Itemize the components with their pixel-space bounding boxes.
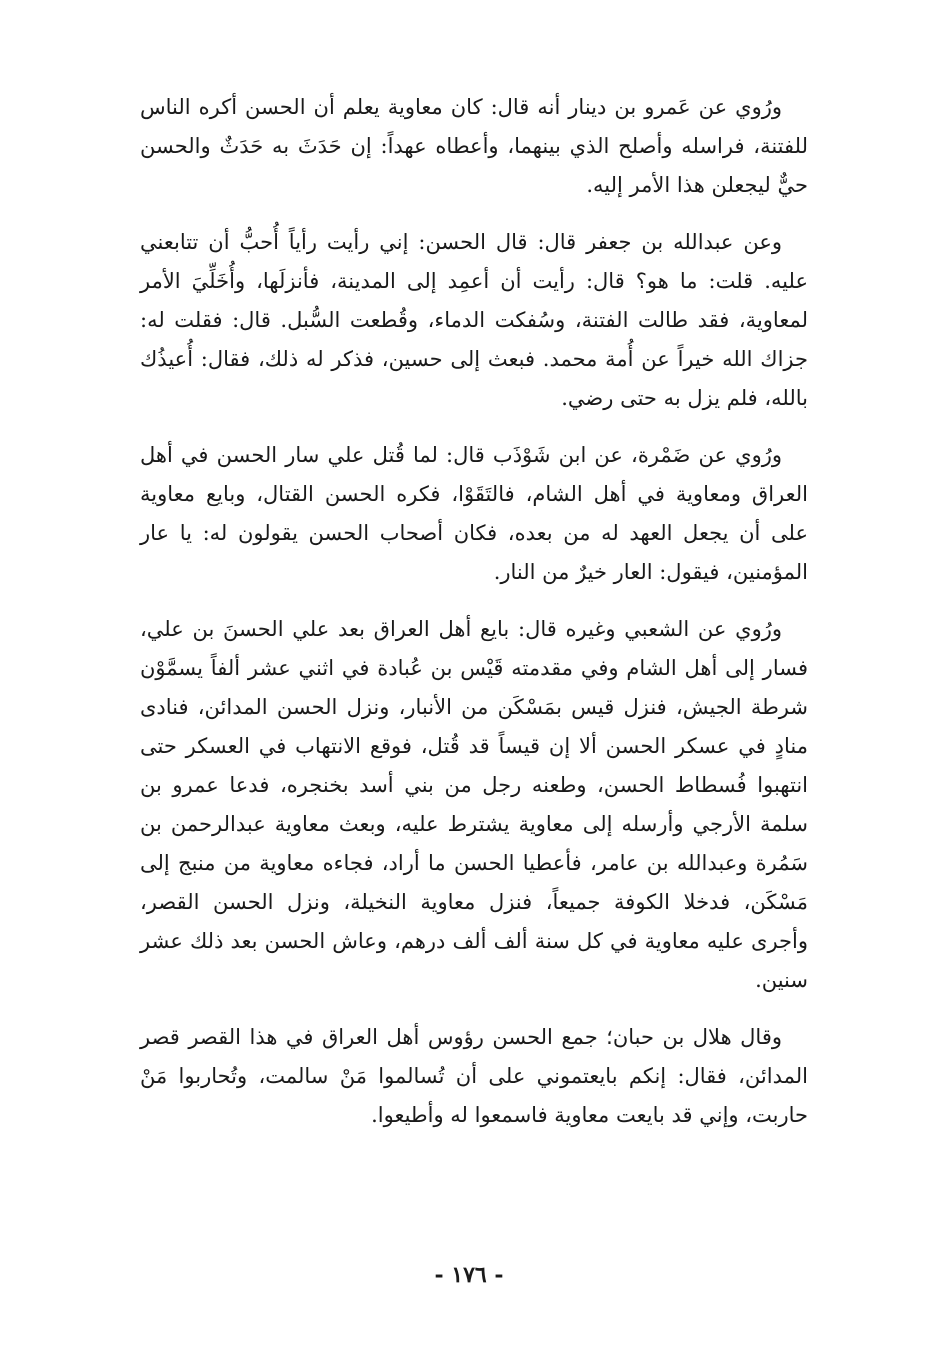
- paragraph-amr-ibn-dinar: ورُوي عن عَمرو بن دينار أنه قال: كان معاوية يعلم أن الحسن أكره الناس للفتنة، فراسله وأصلح الذي بينهما، وأعطاه عهداً: إن حَدَثَ به حَدَثٌ والحسن حيٌّ ليجعلن هذا الأمر إليه.: [140, 95, 808, 197]
- paragraph-hilal-ibn-hibban: وقال هلال بن حبان؛ جمع الحسن رؤوس أهل العراق في هذا القصر قصر المدائن، فقال: إنكم بايعتموني على أن تُسالموا مَنْ سالمت، وتُحاربوا مَنْ حاربت، وإني قد بايعت معاوية فاسمعوا له وأطيعوا.: [140, 1025, 808, 1127]
- paragraph-abdullah-ibn-jafar: وعن عبدالله بن جعفر قال: قال الحسن: إني رأيت رأياً أُحبُّ أن تتابعني عليه. قلت: ما هو؟ قال: رأيت أن أعمِد إلى المدينة، فأنزلَها، وأُخَلِّيَ الأمر لمعاوية، فقد طالت الفتنة، وسُفكت الدماء، وقُطعت السُّبل. قال: فقلت له: جزاك الله خيراً عن أُمة محمد. فبعث إلى حسين، فذكر له ذلك، فقال: أُعيذُك بالله، فلم يزل به حتى رضي.: [140, 230, 808, 410]
- page-number: - ١٧٦ -: [434, 1262, 504, 1288]
- page-body: [140, 88, 808, 1153]
- paragraph-damra-ibn-shawdhab: ورُوي عن ضَمْرة، عن ابن شَوْذَب قال: لما قُتل علي سار الحسن في أهل العراق ومعاوية في أهل الشام، فالتَقَوْا، فكره الحسن القتال، وبايع معاوية على أن يجعل العهد له من بعده، فكان أصحاب الحسن يقولون له: يا عار المؤمنين، فيقول: العار خيرٌ من النار.: [140, 443, 808, 584]
- paragraph-shabi: ورُوي عن الشعبي وغيره قال: بايع أهل العراق بعد علي الحسنَ بن علي، فسار إلى أهل الشام وفي مقدمته قَيْس بن عُبادة في اثني عشر ألفاً يسمَّوْن شرطة الجيش، فنزل قيس بمَسْكَن من الأنبار، ونزل الحسن المدائن، فنادى منادٍ في عسكر الحسن ألا إن قيساً قد قُتل، فوقع الانتهاب في العسكر حتى انتهبوا فُسطاط الحسن، وطعنه رجل من بني أسد بخنجره، فدعا عمرو بن سلمة الأرجي وأرسله إلى معاوية يشترط عليه، وبعث معاوية عبدالرحمن بن سَمُرة وعبدالله بن عامر، فأعطيا الحسن ما أراد، فجاءه معاوية من منبج إلى مَسْكَن، فدخلا الكوفة جميعاً، فنزل معاوية النخيلة، ونزل الحسن القصر، وأجرى عليه معاوية في كل سنة ألف ألف درهم، وعاش الحسن بعد ذلك عشر سنين.: [140, 617, 808, 992]
